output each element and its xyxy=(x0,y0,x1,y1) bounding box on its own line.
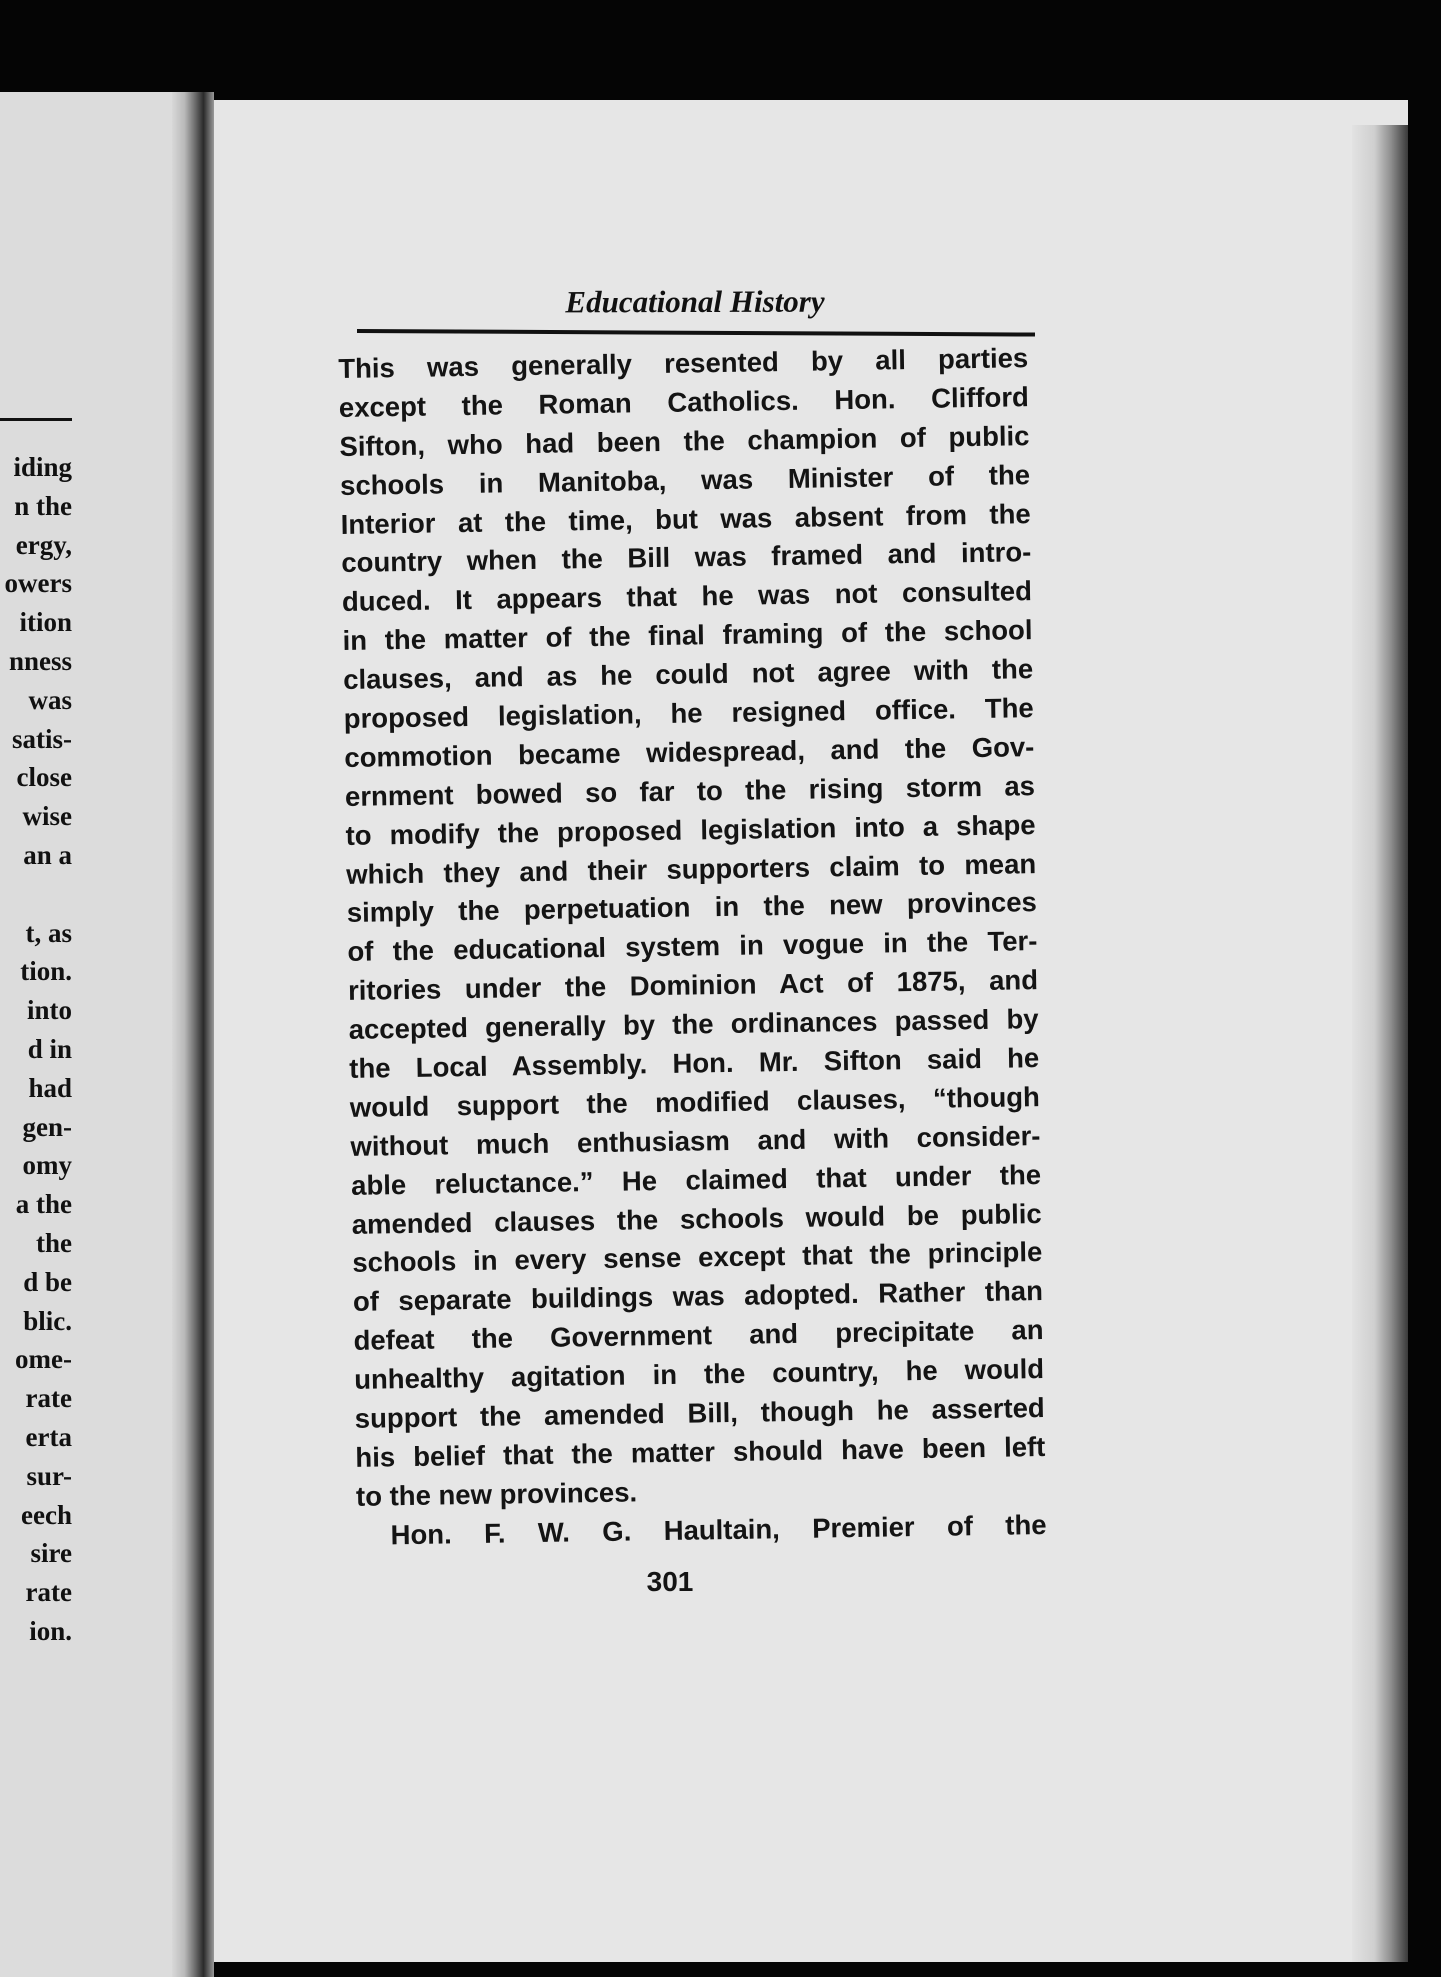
text-line: to modify the proposed legislation into a shape xyxy=(345,808,1036,851)
left-line: a the xyxy=(15,1189,72,1220)
left-page-text xyxy=(0,448,72,1651)
left-line: iding xyxy=(13,452,72,482)
text-line: duced. It appears that he was not consulted xyxy=(341,575,1033,618)
left-line: tion. xyxy=(20,956,72,987)
left-line: omy xyxy=(22,1150,72,1181)
left-line-gap xyxy=(0,875,72,914)
text-line: Sifton, who had been the champion of public xyxy=(339,419,1030,462)
text-line: to the new provinces. xyxy=(355,1476,638,1512)
text-line: of the educational system in vogue in the Ter- xyxy=(347,925,1038,968)
left-line: ergy, xyxy=(15,529,72,560)
body-text xyxy=(338,339,1047,1555)
left-line: t, as xyxy=(25,917,72,948)
text-line: Interior at the time, but was absent from the xyxy=(340,497,1031,540)
left-line: ome- xyxy=(15,1344,72,1375)
text-line: amended clauses the schools would be public xyxy=(351,1197,1042,1240)
left-line: ition xyxy=(19,607,72,638)
left-line: close xyxy=(16,762,72,793)
left-line: sire xyxy=(30,1538,72,1569)
text-line: his belief that the matter should have been left xyxy=(355,1430,1046,1473)
left-line: rate xyxy=(25,1577,72,1608)
text-line: This was generally resented by all parties xyxy=(338,342,1029,384)
text-line: support the amended Bill, though he asserted xyxy=(354,1392,1045,1434)
text-line: of separate buildings was adopted. Rather than xyxy=(352,1275,1044,1318)
text-line: clauses, and as he could not agree with the xyxy=(342,653,1034,696)
left-line: into xyxy=(26,995,72,1026)
running-head: Educational History xyxy=(565,283,825,320)
text-line: in the matter of the final framing of the school xyxy=(342,614,1033,657)
text-line: commotion became widespread, and the Gov- xyxy=(344,731,1035,773)
left-line: nness xyxy=(8,645,72,676)
text-line: would support the modified clauses, “though xyxy=(349,1080,1041,1123)
text-line: without much enthusiasm and with consider- xyxy=(350,1119,1041,1162)
left-line: rate xyxy=(25,1383,72,1414)
text-line: defeat the Government and precipitate an xyxy=(353,1314,1044,1357)
left-line: an a xyxy=(23,839,72,870)
left-line: the xyxy=(36,1227,72,1258)
left-line: n the xyxy=(14,490,72,521)
left-line: sur- xyxy=(26,1460,72,1491)
text-line: ritories under the Dominion Act of 1875, and xyxy=(347,964,1039,1007)
left-line: erta xyxy=(25,1421,72,1452)
page-number: 301 xyxy=(646,1566,694,1597)
text-line: schools in Manitoba, was Minister of the xyxy=(339,458,1031,501)
left-line: had xyxy=(28,1072,72,1103)
text-line: proposed legislation, he resigned office. The xyxy=(343,692,1034,734)
right-page-edge xyxy=(1352,125,1408,1962)
left-line: blic. xyxy=(23,1305,72,1336)
text-line: unhealthy agitation in the country, he would xyxy=(353,1353,1045,1396)
text-line: Hon. F. W. G. Haultain, Premier of the xyxy=(390,1508,1047,1551)
left-line: d be xyxy=(23,1266,72,1297)
text-line: simply the perpetuation in the new provinces xyxy=(346,886,1038,929)
left-line: satis- xyxy=(12,723,72,754)
book-gutter xyxy=(172,92,214,1977)
left-page-rule xyxy=(0,418,72,421)
left-line: gen- xyxy=(22,1111,72,1142)
left-line: was xyxy=(28,684,72,715)
text-line: schools in every sense except that the principle xyxy=(352,1236,1043,1279)
text-line: which they and their supporters claim to mean xyxy=(345,847,1037,890)
left-line: owers xyxy=(4,568,72,599)
left-line: eech xyxy=(21,1499,72,1530)
text-line: able reluctance.” He claimed that under the xyxy=(350,1158,1042,1201)
text-line: ernment bowed so far to the rising storm as xyxy=(344,769,1036,812)
left-line: ion. xyxy=(29,1615,72,1646)
left-line: wise xyxy=(22,801,72,832)
text-line: country when the Bill was framed and intro- xyxy=(341,536,1032,579)
text-line: the Local Assembly. Hon. Mr. Sifton said he xyxy=(349,1042,1040,1084)
text-line: accepted generally by the ordinances passed by xyxy=(348,1003,1039,1046)
left-line: d in xyxy=(27,1033,72,1064)
text-line: except the Roman Catholics. Hon. Clifford xyxy=(338,381,1030,423)
